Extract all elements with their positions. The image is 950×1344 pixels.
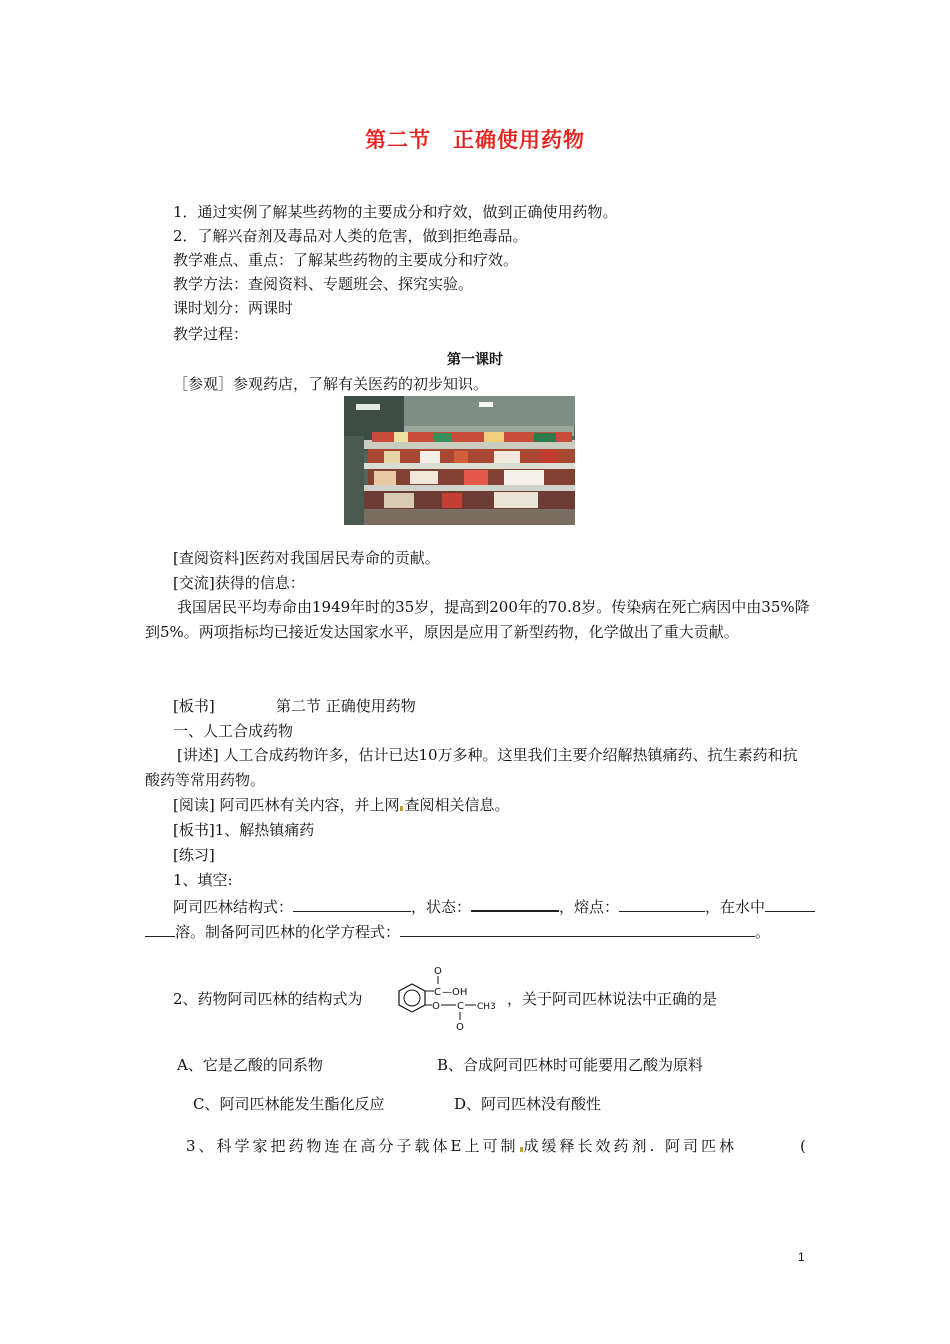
- atom-c2: C: [457, 1001, 464, 1012]
- lesson-heading: 第一课时: [447, 352, 503, 368]
- difficulty-line: 教学难点、重点：了解某些药物的主要成分和疗效。: [173, 251, 519, 269]
- exchange-line: [交流]获得的信息：: [173, 574, 305, 592]
- reading-line: [173, 793, 510, 817]
- option-a[interactable]: A、它是乙酸的同系物: [177, 1056, 323, 1074]
- objective-2: 2．了解兴奋剂及毒品对人类的危害，做到拒绝毒品。: [173, 227, 528, 245]
- option-b[interactable]: B、合成阿司匹林时可能要用乙酸为原料: [437, 1056, 704, 1074]
- atom-o-top: O: [434, 966, 442, 977]
- reading-text-a: [阅读] 阿司匹林有关内容，并上网: [173, 796, 400, 814]
- section-heading: 一、人工合成药物: [173, 722, 294, 740]
- melting-point-blank[interactable]: [619, 897, 705, 912]
- q3-text-b: 成缓释长效药剂. 阿司匹林: [523, 1137, 738, 1155]
- q1-dissolve-label: 溶。制备阿司匹林的化学方程式：: [175, 923, 401, 941]
- q1-line1: [173, 895, 815, 919]
- page-title: 第二节 正确使用药物: [365, 128, 585, 152]
- info-paragraph: 我国居民平均寿命由1949年时的35岁，提高到200年的70.8岁。传染病在死亡病因中由35%降到5%。两项指标均已接近发达国家水平，原因是应用了新型药物，化学做出了重大贡献。: [145, 598, 810, 641]
- option-d[interactable]: D、阿司匹林没有酸性: [454, 1095, 602, 1113]
- process-line: 教学过程：: [173, 325, 249, 343]
- q3-text-a: 3、科学家把药物连在高分子载体E上可制: [186, 1137, 519, 1155]
- atom-o-bottom: O: [456, 1022, 464, 1033]
- pharmacy-photo: [344, 396, 575, 525]
- q3-paren: (: [800, 1137, 806, 1155]
- board-title: 第二节 正确使用药物: [276, 697, 416, 715]
- group-oh: —OH: [442, 987, 468, 998]
- q1-water-label: ，在水中: [705, 898, 766, 916]
- equation-blank[interactable]: [400, 922, 755, 937]
- reading-text-b: 查阅相关信息。: [404, 796, 510, 814]
- q2-suffix: ，关于阿司匹林说法中正确的是: [507, 990, 718, 1008]
- atom-c1: C: [434, 987, 441, 998]
- state-blank[interactable]: [471, 896, 559, 912]
- board2-line: [板书]1、解热镇痛药: [173, 821, 315, 839]
- q1-label: 1、填空:: [173, 871, 233, 889]
- q2-prefix: 2、药物阿司匹林的结构式为: [173, 990, 363, 1008]
- page-number: 1: [798, 1250, 805, 1264]
- mark-glyph-2: [520, 1147, 523, 1152]
- hours-line: 课时划分：两课时: [173, 299, 294, 317]
- lookup-line: [查阅资料]医药对我国居民寿命的贡献。: [173, 549, 440, 567]
- structure-blank[interactable]: [293, 897, 411, 912]
- q1-end: 。: [755, 923, 771, 941]
- practice-line: [练习]: [173, 846, 215, 864]
- solubility-blank-2[interactable]: [145, 922, 175, 937]
- board-tag: [板书]: [173, 697, 215, 715]
- aspirin-structure: [392, 964, 504, 1034]
- q1-state-label: ，状态：: [411, 898, 472, 916]
- q1-structure-label: 阿司匹林结构式：: [173, 898, 294, 916]
- method-line: 教学方法：查阅资料、专题班会、探究实验。: [173, 275, 474, 293]
- q1-mp-label: ，熔点：: [559, 898, 620, 916]
- q1-line2: [145, 920, 770, 944]
- option-c[interactable]: C、阿司匹林能发生酯化反应: [193, 1095, 385, 1113]
- visit-line: ［参观］参观药店，了解有关医药的初步知识。: [173, 375, 489, 393]
- lecture-paragraph: [讲述] 人工合成药物许多，估计已达10万多种。这里我们主要介绍解热镇痛药、抗生素药和抗酸药等常用药物。: [145, 746, 798, 789]
- atom-o-link: O: [432, 1001, 440, 1012]
- group-ch3: CH3: [477, 1002, 496, 1012]
- aromatic-circle: [404, 990, 420, 1006]
- objective-1: 1．通过实例了解某些药物的主要成分和疗效，做到正确使用药物。: [173, 203, 618, 221]
- q3-line: [186, 1134, 737, 1158]
- solubility-blank-1[interactable]: [765, 897, 815, 912]
- benzene-ring: [399, 984, 425, 1012]
